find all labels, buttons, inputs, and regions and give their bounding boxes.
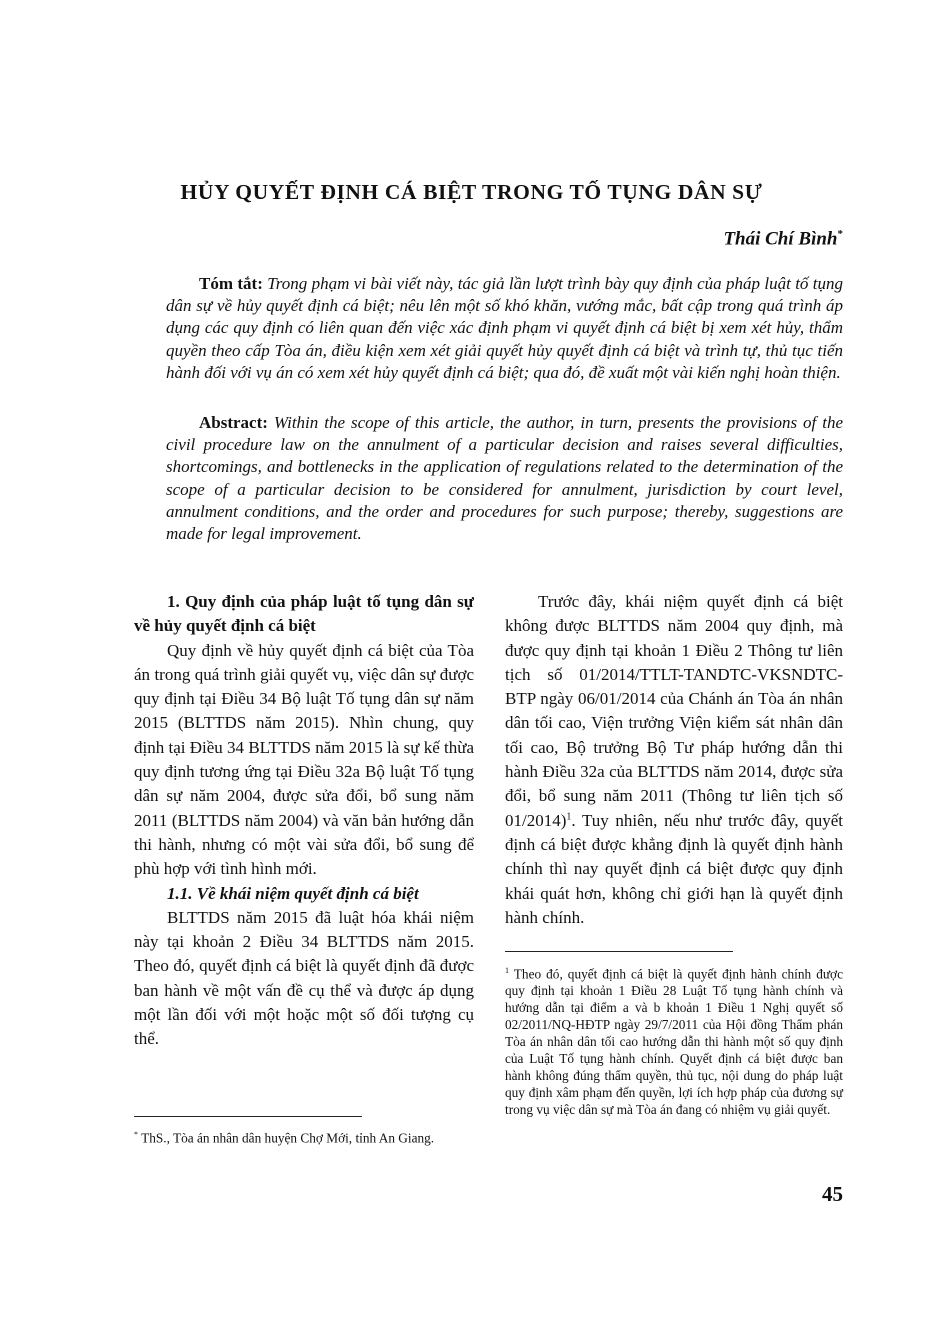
article-title: HỦY QUYẾT ĐỊNH CÁ BIỆT TRONG TỐ TỤNG DÂN SỰ [180, 180, 763, 204]
abstract-text: Within the scope of this article, the author, in turn, presents the provisions of the civil procedure law on the annulment of a particular decision and raises several difficulties, shortcomings, and bottlenecks in the application of regulations related to the determination of the scope of a particular decision to be considered for annulment, jurisdiction by court level, annulment conditions, and the order and procedures for such purpose; thereby, suggestions are made for legal improvement. [166, 413, 844, 544]
footnote-ref-1: 1 [566, 811, 572, 823]
page-number: 45 [822, 1182, 843, 1206]
left-column [134, 590, 474, 1052]
right-paragraph-1-end: . Tuy nhiên, nếu như trước đây, quyết định cá biệt được khẳng định là quyết định hành chính thì nay quyết định cá biệt được quy định khái quát hơn, không chỉ giới hạn là quyết định hành chính. [505, 810, 843, 927]
right-paragraph-1 [505, 590, 843, 930]
right-column [505, 590, 843, 930]
vietnamese-summary [166, 273, 843, 384]
abstract-lead: Abstract: [199, 413, 268, 432]
left-paragraph-2: BLTTDS năm 2015 đã luật hóa khái niệm này tại khoản 2 Điều 34 BLTTDS năm 2015. Theo đó, quyết định cá biệt là quyết định đã được ban hành về một vấn đề cụ thể và được áp dụng một lần đối với một hoặc một số đối tượng cụ thể. [134, 907, 474, 1049]
author-name-text: Thái Chí Bình [723, 228, 838, 250]
footnote-author-text: ThS., Tòa án nhân dân huyện Chợ Mới, tỉnh An Giang. [141, 1130, 435, 1146]
footnote-author-mark: * [134, 1130, 138, 1139]
author-footnote-mark: * [837, 228, 843, 240]
left-paragraph-1: Quy định về hủy quyết định cá biệt của Tòa án trong quá trình giải quyết vụ, việc dân sự được quy định tại Điều 34 Bộ luật Tố tụng dân sự năm 2015 (BLTTDS năm 2015). Nhìn chung, quy định tại Điều 34 BLTTDS năm 2015 là sự kế thừa quy định tương ứng tại Điều 32a Bộ luật Tố tụng dân sự năm 2004, được sửa đổi, bổ sung năm 2011 (BLTTDS năm 2004) và văn bản hướng dẫn thi hành, nhưng có một vài sửa đổi, bổ sung để phù hợp với tình hình mới. [134, 640, 474, 879]
author-name [723, 228, 843, 250]
summary-lead: Tóm tắt: [199, 274, 263, 293]
right-paragraph-1-start: Trước đây, khái niệm quyết định cá biệt không được BLTTDS năm 2004 quy định, mà được quy định tại khoản 1 Điều 2 Thông tư liên tịch số 01/2014/TTLT-TANDTC-VKSNDTC-BTP ngày 06/01/2014 của Chánh án Tòa án nhân dân tối cao, Viện trưởng Viện kiểm sát nhân dân tối cao, Bộ trưởng Bộ Tư pháp hướng dẫn thi hành Điều 32a của BLTTDS năm 2014, được sửa đổi, bổ sung năm 2011 (Thông tư liên tịch số 01/2014) [505, 592, 843, 830]
footnote-divider-right [505, 951, 733, 952]
subsection-heading: 1.1. Về khái niệm quyết định cá biệt [167, 883, 419, 903]
footnote-1-mark: 1 [505, 966, 509, 975]
footnote-author [134, 1126, 474, 1146]
summary-text: Trong phạm vi bài viết này, tác giả lần lượt trình bày quy định của pháp luật tố tụng dân sự về hủy quyết định cá biệt; nêu lên một số khó khăn, vướng mắc, bất cập trong quá trình áp dụng các quy định có liên quan đến việc xác định phạm vi quyết định cá biệt bị xem xét hủy, thẩm quyền theo cấp Tòa án, điều kiện xem xét giải quyết hủy quyết định cá biệt và trình tự, thủ tục tiến hành đối với vụ án có xem xét hủy quyết định cá biệt; qua đó, đề xuất một vài kiến nghị hoàn thiện. [166, 274, 844, 382]
section-heading: 1. Quy định của pháp luật tố tụng dân sự về hủy quyết định cá biệt [134, 592, 474, 636]
footnote-1 [505, 962, 843, 1118]
english-abstract [166, 412, 843, 545]
footnote-divider-left [134, 1116, 362, 1117]
footnote-1-text: Theo đó, quyết định cá biệt là quyết định hành chính được quy định tại khoản 1 Điều 28 Luật Tố tụng hành chính và hướng dẫn tại điểm a và b khoản 1 Điều 1 Nghị quyết số 02/2011/NQ-HĐTP ngày 29/7/2011 của Hội đồng Thẩm phán Tòa án nhân dân tối cao hướng dẫn thi hành một số quy định của Luật Tố tụng hành chính. Quyết định cá biệt được ban hành không đúng thẩm quyền, thủ tục, nội dung do pháp luật quy định xâm phạm đến quyền, lợi ích hợp pháp của đương sự trong vụ việc dân sự mà Tòa án đang có nhiệm vụ giải quyết. [505, 966, 843, 1118]
